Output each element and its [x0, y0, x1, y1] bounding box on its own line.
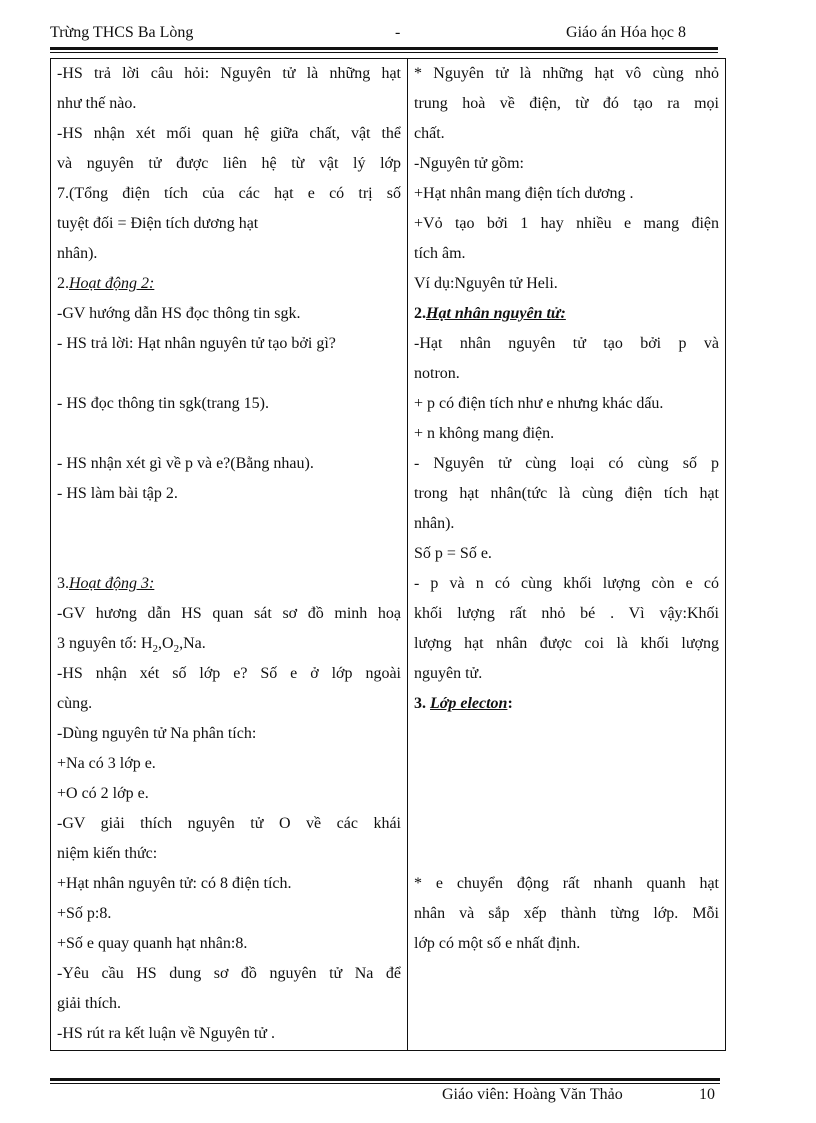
left-line: -HS nhận xét mối quan hệ giữa chất, vật thể [57, 125, 401, 142]
right-blank [414, 839, 719, 869]
formula-pre: 3 nguyên tố: H [57, 635, 153, 652]
left-line: -Dùng nguyên tử Na phân tích: [57, 725, 257, 742]
left-line: - HS đọc thông tin sgk(trang 15). [57, 395, 269, 412]
right-line: -Hạt nhân nguyên tử tạo bởi p và [414, 335, 719, 352]
right-column [408, 59, 726, 1051]
activity-2-heading [57, 269, 401, 299]
right-line: + p có điện tích như e nhưng khác dấu. [414, 395, 664, 412]
right-line: lớp có một số e nhất định. [414, 935, 581, 952]
left-line: -Yêu cầu HS dung sơ đồ nguyên tử Na để [57, 965, 401, 982]
header-dash: - [395, 24, 401, 41]
left-line: -GV giải thích nguyên tử O về các khái [57, 815, 401, 832]
right-line: nhân và sắp xếp thành từng lớp. Mỗi [414, 905, 719, 922]
left-line: +Số e quay quanh hạt nhân:8. [57, 935, 248, 952]
right-line: - Nguyên tử cùng loại có cùng số p [414, 455, 719, 472]
left-line: như thế nào. [57, 95, 137, 112]
formula-post: ,Na. [179, 635, 206, 652]
right-line: + n không mang điện. [414, 425, 555, 442]
left-line: giải thích. [57, 995, 121, 1012]
left-line: - HS làm bài tập 2. [57, 485, 178, 502]
left-line: nhân). [57, 245, 98, 262]
left-line: - HS trả lời: Hạt nhân nguyên tử tạo bởi gì? [57, 335, 336, 352]
subject-title: Giáo án Hóa học 8 [566, 24, 686, 41]
left-line: +O có 2 lớp e. [57, 785, 149, 802]
section-2-title: Hạt nhân nguyên tử: [426, 305, 566, 322]
right-line: khối lượng rất nhỏ bé . Vì vậy:Khối [414, 605, 719, 622]
left-line: -GV hương dẫn HS quan sát sơ đồ minh hoạ [57, 605, 401, 622]
left-line: và nguyên tử được liên hệ từ vật lý lớp [57, 155, 401, 172]
right-line: trong hạt nhân(tức là cùng điện tích hạt [414, 485, 719, 502]
school-name: Trừng THCS Ba Lòng [50, 24, 194, 41]
header-rule [50, 47, 718, 50]
left-blank [57, 359, 401, 389]
left-line: -HS trả lời câu hỏi: Nguyên tử là những hạt [57, 65, 401, 82]
lesson-table [50, 58, 726, 1051]
right-line: tích âm. [414, 245, 466, 262]
right-line: - p và n có cùng khối lượng còn e có [414, 575, 719, 592]
activity-3-heading [57, 569, 401, 599]
right-blank [414, 719, 719, 749]
section-2-heading [414, 299, 719, 329]
right-line: Ví dụ:Nguyên tử Heli. [414, 275, 558, 292]
section-3-number: 3. [414, 695, 430, 712]
right-line: -Nguyên tử gồm: [414, 155, 524, 172]
left-line: - HS nhận xét gì về p và e?(Bằng nhau). [57, 455, 314, 472]
footer-rule-thin [50, 1083, 720, 1084]
formula-sub-2: 2 [173, 643, 180, 656]
left-blank [57, 539, 401, 569]
activity-2-title: Hoạt động 2: [69, 275, 155, 292]
left-line: tuyệt đối = Điện tích dương hạt [57, 215, 259, 232]
teacher-name: Giáo viên: Hoàng Văn Thảo [442, 1086, 623, 1103]
left-line: niệm kiến thức: [57, 845, 158, 862]
section-3-title: Lớp electon [430, 695, 508, 712]
left-line: -GV hướng dẫn HS đọc thông tin sgk. [57, 305, 301, 322]
left-column [51, 59, 408, 1051]
right-line: * e chuyển động rất nhanh quanh hạt [414, 875, 719, 892]
right-line: +Vỏ tạo bởi 1 hay nhiều e mang điện [414, 215, 719, 232]
right-line: notron. [414, 365, 460, 382]
formula-mid: ,O [158, 635, 174, 652]
right-line: +Hạt nhân mang điện tích dương . [414, 185, 634, 202]
formula-sub-1: 2 [152, 643, 159, 656]
left-blank [57, 419, 401, 449]
right-line: Số p = Số e. [414, 545, 492, 562]
right-line: * Nguyên tử là những hạt vô cùng nhỏ [414, 65, 719, 82]
left-line: -HS nhận xét số lớp e? Số e ở lớp ngoài [57, 665, 401, 682]
right-line: nhân). [414, 515, 455, 532]
activity-2-number: 2. [57, 275, 69, 292]
right-blank [414, 749, 719, 779]
left-line: +Hạt nhân nguyên tử: có 8 điện tích. [57, 875, 292, 892]
left-line: +Na có 3 lớp e. [57, 755, 156, 772]
left-line: cùng. [57, 695, 93, 712]
section-3-heading [414, 689, 719, 719]
footer-rule [50, 1078, 720, 1081]
page-header [50, 24, 718, 46]
right-blank [414, 779, 719, 809]
formula-line [57, 629, 401, 659]
section-2-number: 2. [414, 305, 426, 322]
right-line: nguyên tử. [414, 665, 483, 682]
right-line: lượng hạt nhân được coi là khối lượng [414, 635, 719, 652]
right-line: chất. [414, 125, 445, 142]
left-blank [57, 509, 401, 539]
right-line: trung hoà về điện, từ đó tạo ra mọi [414, 95, 719, 112]
left-line: +Số p:8. [57, 905, 112, 922]
activity-3-number: 3. [57, 575, 69, 592]
right-blank [414, 809, 719, 839]
section-3-colon: : [507, 695, 513, 712]
page-number: 10 [699, 1086, 715, 1103]
header-rule-thin [50, 52, 718, 53]
left-line: 7.(Tổng điện tích của các hạt e có trị số [57, 185, 401, 202]
left-line: -HS rút ra kết luận về Nguyên tử . [57, 1025, 275, 1042]
activity-3-title: Hoạt động 3: [69, 575, 155, 592]
